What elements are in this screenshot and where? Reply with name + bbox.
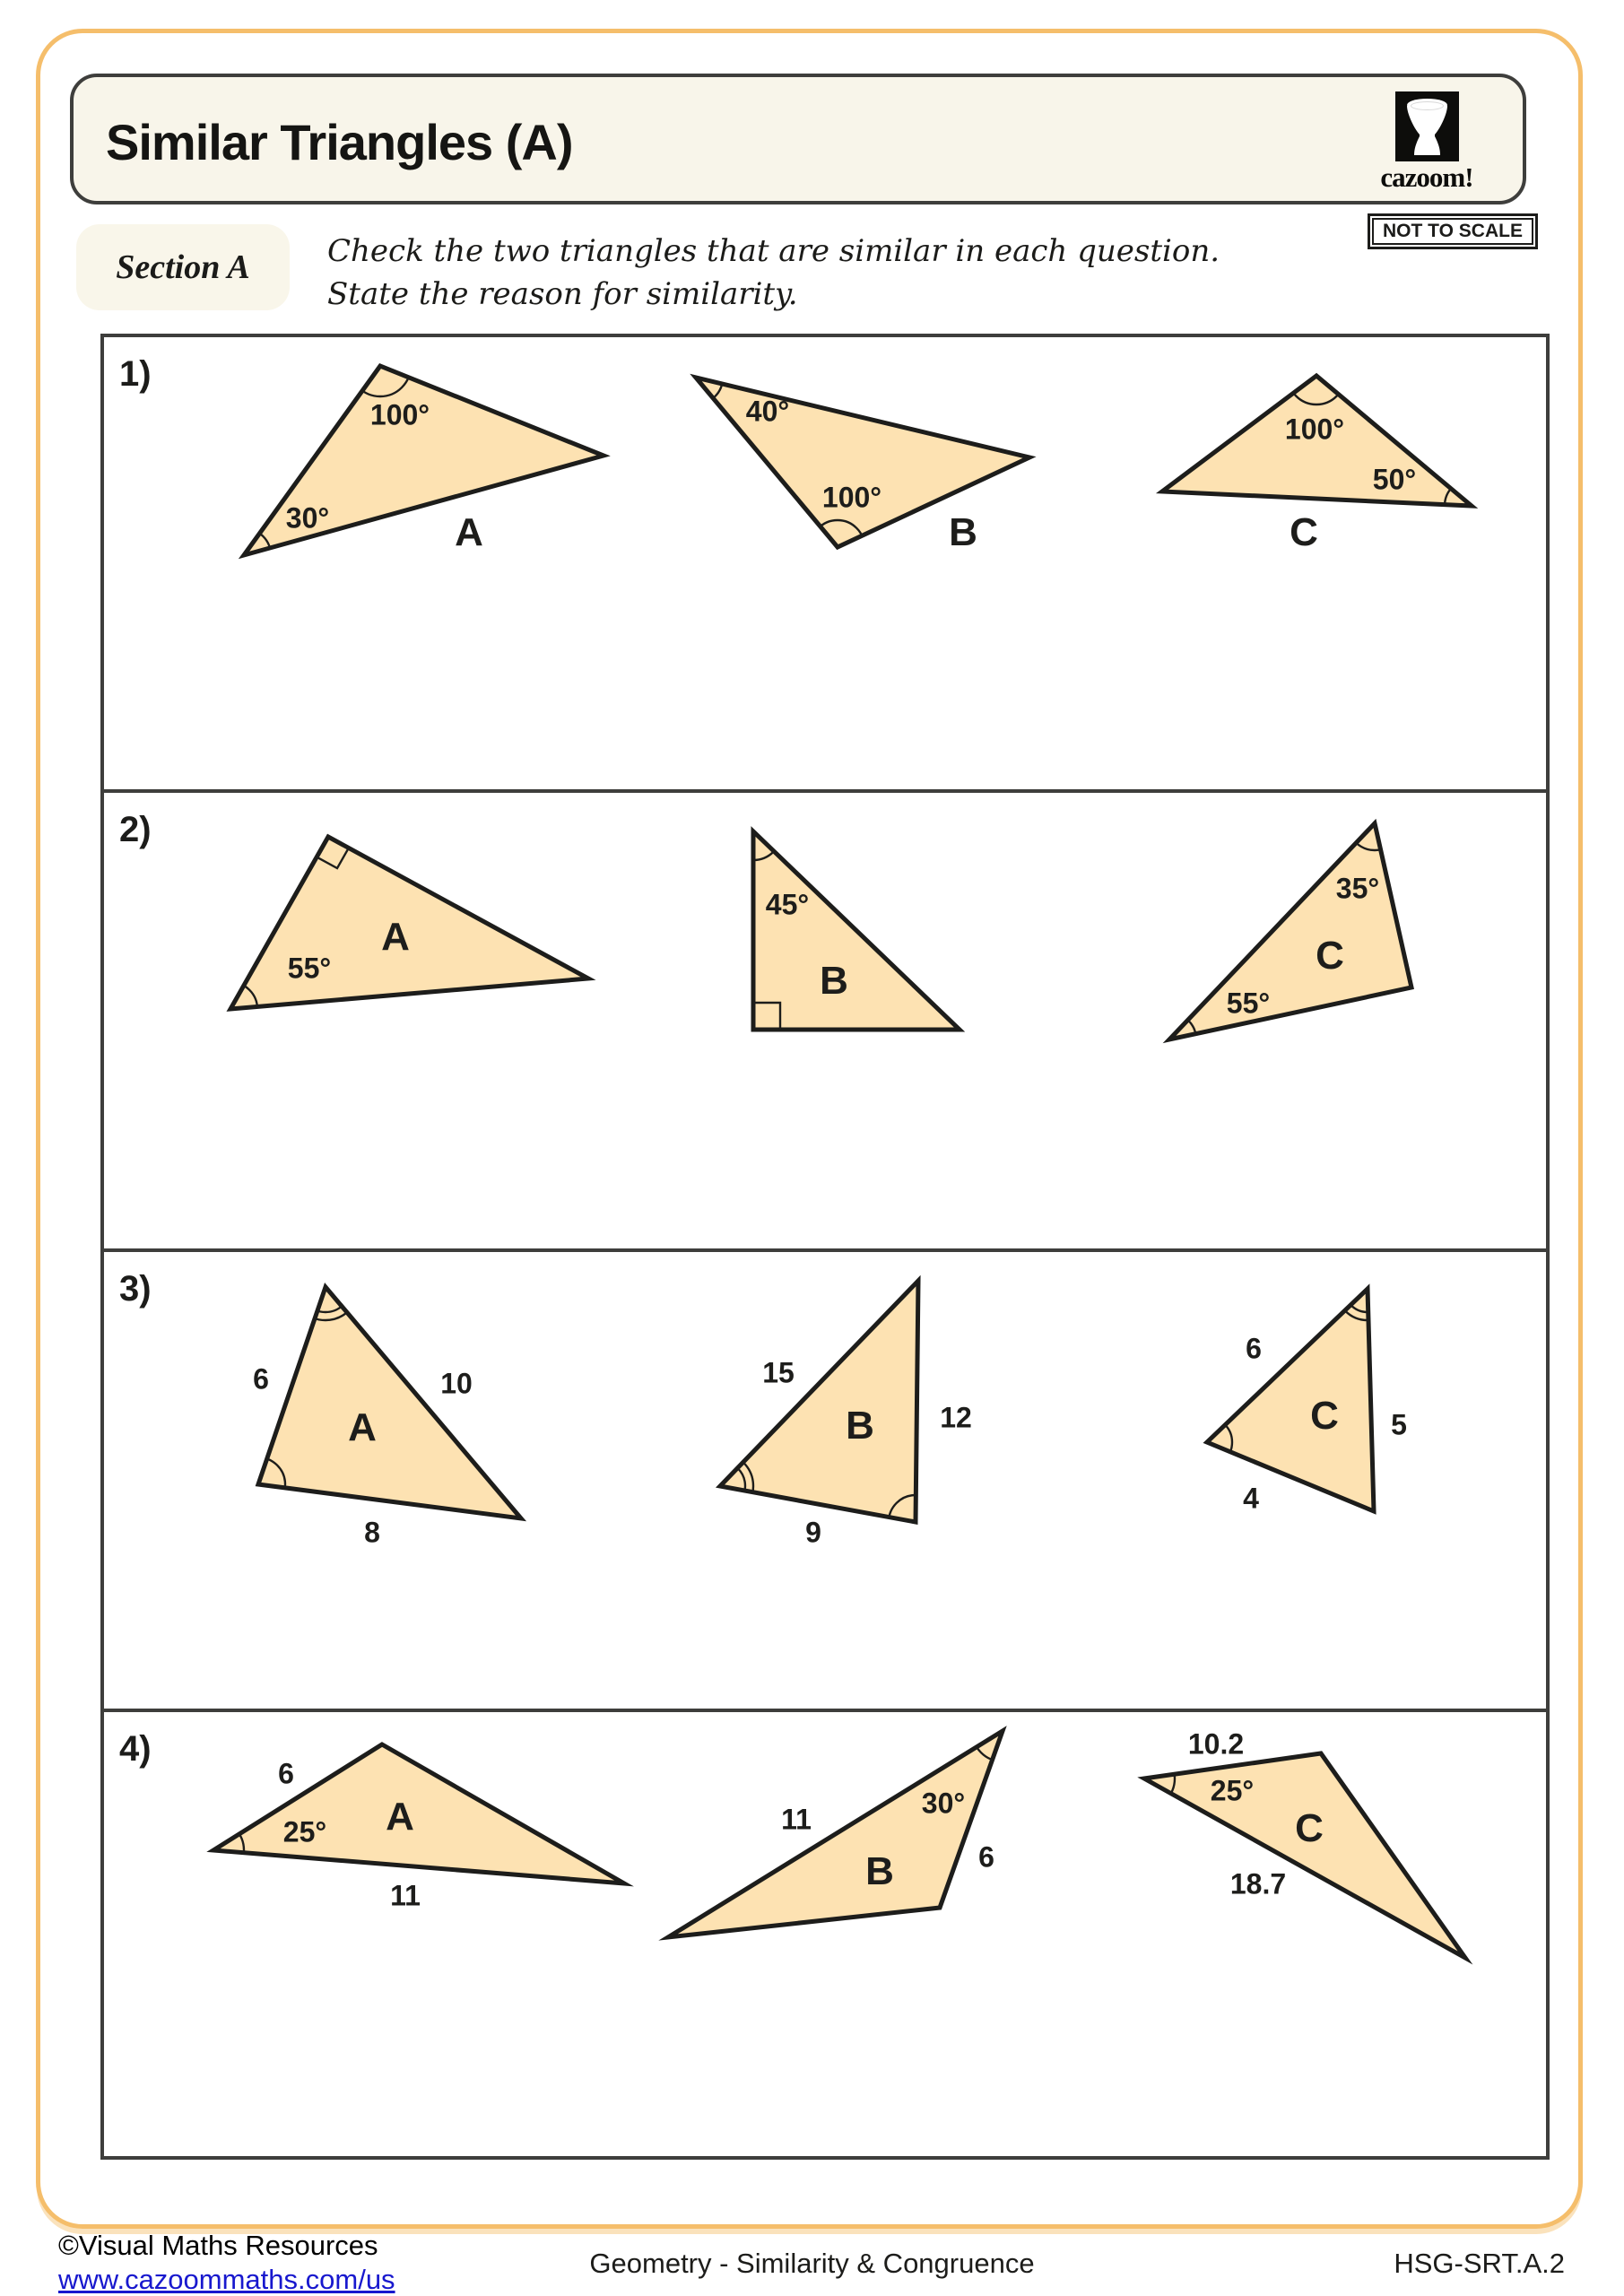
side-label: 6 — [278, 1757, 294, 1790]
triangle-name-label: A — [386, 1794, 414, 1839]
angle-label: 55° — [1226, 987, 1271, 1020]
triangle-b-q3 — [720, 1281, 918, 1522]
triangle-c-q2 — [1169, 823, 1411, 1039]
angle-label: 100° — [821, 481, 882, 514]
triangle-name-label: C — [1295, 1805, 1324, 1850]
instruction-line-2: State the reason for similarity. — [327, 276, 798, 312]
not-to-scale-label: NOT TO SCALE — [1372, 218, 1533, 245]
side-label: 18.7 — [1229, 1867, 1287, 1900]
triangle-name-label: B — [846, 1403, 874, 1448]
triangle-b-q2 — [753, 831, 960, 1030]
triangle-name-label: A — [348, 1405, 377, 1449]
side-label: 6 — [1246, 1332, 1262, 1365]
side-label: 12 — [940, 1401, 972, 1434]
side-label: 6 — [978, 1840, 994, 1874]
angle-label: 30° — [921, 1787, 966, 1820]
side-label: 8 — [364, 1516, 380, 1549]
triangle-b-q4 — [668, 1731, 1003, 1937]
triangle-name-label: A — [381, 914, 410, 959]
side-label: 11 — [781, 1803, 812, 1836]
angle-label: 40° — [745, 395, 790, 428]
question-2-number: 2) — [119, 810, 152, 849]
question-1-number: 1) — [119, 354, 152, 394]
footer-copyright: ©Visual Maths Resources — [58, 2230, 378, 2261]
side-label: 15 — [762, 1356, 795, 1389]
angle-label: 45° — [765, 888, 810, 921]
side-label: 9 — [805, 1516, 821, 1549]
question-4-number: 4) — [119, 1729, 152, 1769]
triangle-name-label: C — [1290, 509, 1318, 554]
side-label: 10 — [440, 1367, 473, 1400]
triangle-name-label: B — [949, 509, 977, 554]
footer-standard-code: HSG-SRT.A.2 — [1394, 2248, 1565, 2279]
instruction-line-1: Check the two triangles that are similar in each question. — [327, 233, 1220, 269]
angle-label: 100° — [369, 398, 430, 431]
question-3-number: 3) — [119, 1269, 152, 1309]
angle-label: 25° — [282, 1815, 327, 1848]
brand-name: cazoom! — [1380, 161, 1473, 193]
section-label: Section A — [116, 248, 250, 286]
angle-label: 30° — [285, 501, 330, 535]
triangle-name-label: A — [455, 509, 483, 554]
side-label: 10.2 — [1187, 1727, 1245, 1761]
angle-label: 100° — [1284, 413, 1345, 446]
triangle-c-q3 — [1207, 1289, 1374, 1511]
page-title: Similar Triangles (A) — [106, 114, 573, 170]
side-label: 5 — [1391, 1408, 1407, 1441]
angle-label: 50° — [1372, 463, 1417, 496]
triangle-a-q3 — [258, 1287, 521, 1518]
side-label: 11 — [390, 1879, 421, 1912]
angle-label: 35° — [1335, 872, 1380, 905]
footer-topic: Geometry - Similarity & Congruence — [589, 2248, 1035, 2279]
triangle-c-q4 — [1144, 1753, 1465, 1958]
triangle-name-label: B — [865, 1848, 894, 1893]
angle-label: 55° — [287, 952, 332, 985]
triangle-name-label: C — [1316, 933, 1344, 978]
angle-label: 25° — [1210, 1774, 1255, 1807]
side-label: 4 — [1243, 1482, 1259, 1515]
triangle-a-q4 — [213, 1744, 624, 1883]
triangle-name-label: B — [820, 958, 848, 1003]
footer-url-link[interactable]: www.cazoommaths.com/us — [58, 2264, 395, 2295]
triangle-name-label: C — [1310, 1393, 1339, 1438]
side-label: 6 — [253, 1362, 269, 1396]
